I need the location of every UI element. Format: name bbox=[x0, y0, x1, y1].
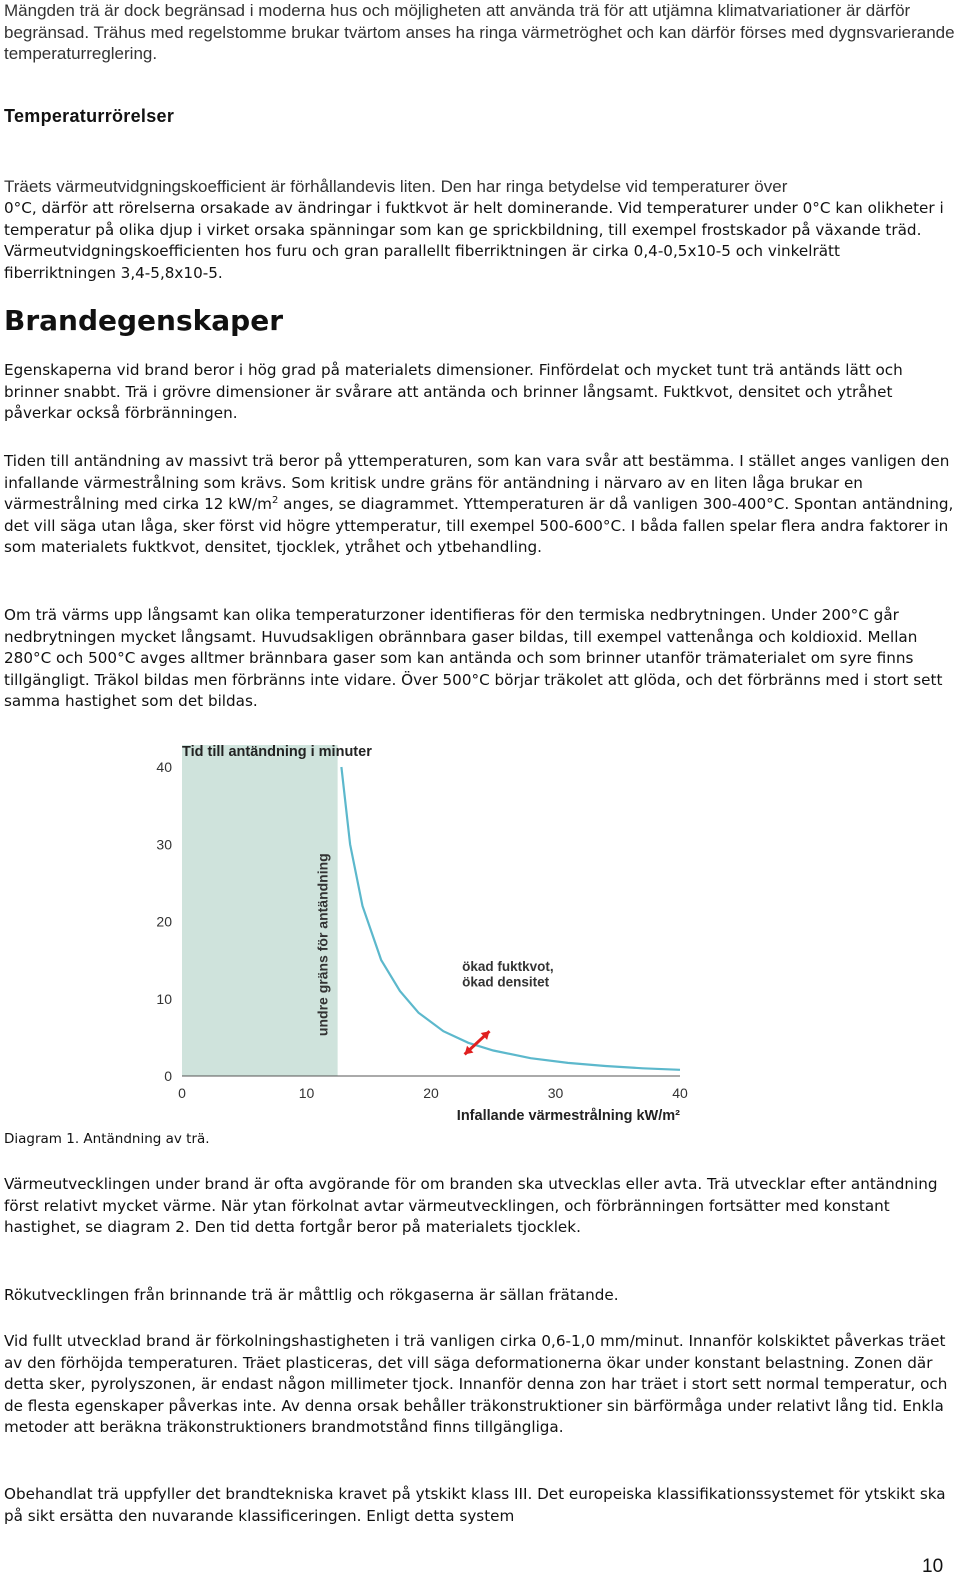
temperature-paragraph-line1 bbox=[4, 176, 956, 198]
temperature-paragraph: 0°C, därför att rörelserna orsakade av ändringar i fuktkvot är helt dominerande. Vid temperaturer under 0°C kan olikheter i temperatur på olika djup i virket orsaka spänningar som kan ge sprickbildning, till exempel frostskador på växande träd. Värmeutvidgningskoefficienten hos furu och gran parallellt fiberriktningen är cirka 0,4-0,5x10-5 och vinkelrätt fiberriktningen 3,4-5,8x10-5. bbox=[4, 199, 944, 282]
x-axis-ticks bbox=[178, 1085, 688, 1101]
y-tick-label: 20 bbox=[156, 913, 172, 930]
chart-title: Tid till antändning i minuter bbox=[182, 744, 372, 760]
figure-caption: Diagram 1. Antändning av trä. bbox=[4, 1131, 210, 1147]
temperature-lead-text: Träets värmeutvidgningskoefficient är förhållandevis liten. bbox=[4, 177, 436, 196]
fire-paragraph-4: Värmeutvecklingen under brand är ofta avgörande för om branden ska utvecklas eller avta. Trä utvecklar efter antändning först relativt mycket värme. När ytan förkolnat avtar värmeutvecklingen, och förbränningen fortsätter med konstant hastighet, se diagram 2. Den tid detta fortgår beror på materialets tjocklek. bbox=[4, 1175, 938, 1237]
x-tick-label: 10 bbox=[298, 1085, 315, 1101]
fire-paragraph-2-part-a: Tiden till antändning av massivt trä beror på yttemperaturen, som kan vara svår att bestämma. I stället anges vanligen den infallande värmestrålning som krävs. Som kritisk undre gräns för antändning i närvaro av en liten låga brukar en värmestrålning med cirka 12 kW/m bbox=[4, 452, 950, 514]
y-tick-label: 30 bbox=[156, 836, 172, 853]
superscript: 2 bbox=[271, 495, 279, 507]
x-tick-label: 40 bbox=[672, 1085, 688, 1101]
ignition-curve bbox=[341, 767, 680, 1070]
fire-paragraph-3: Om trä värms upp långsamt kan olika temperaturzoner identifieras för den termiska nedbrytningen. Under 200°C går nedbrytningen mycket långsamt. Huvudsakligen obrännbara gaser bildas, till exempel vattenånga och koldioxid. Mellan 280°C och 500°C avges alltmer brännbara gaser som kan antända och som brinner utanför trämaterialet om syre finns tillgängligt. Träkol bildas men förbränns inte vidare. Över 500°C börjar träkolet att glöda, och det förbränns med i stort sett samma hastighet som det bildas. bbox=[4, 606, 943, 711]
y-tick-label: 40 bbox=[156, 759, 172, 775]
fire-paragraph-1: Egenskaperna vid brand beror i hög grad på materialets dimensioner. Finfördelat och mycket tunt trä antänds lätt och brinner snabbt. Trä i grövre dimensioner är svårare att antända och brinner långsamt. Fuktkvot, densitet och ytråhet påverkar också förbränningen. bbox=[4, 361, 903, 423]
y-tick-label: 10 bbox=[156, 990, 172, 1007]
annotation-line-1: ökad fuktkvot, bbox=[462, 958, 554, 974]
fire-paragraph-5: Rökutvecklingen från brinnande trä är måttlig och rökgaserna är sällan frätande. bbox=[4, 1286, 619, 1304]
fire-paragraph-6: Vid fullt utvecklad brand är förkolningshastigheten i trä vanligen cirka 0,6-1,0 mm/minut. Innanför kolskiktet påverkas träet av den förhöjda temperaturen. Träet plasticeras, det vill säga deformationerna ökar under konstant belastning. Zonen där detta sker, pyrolyszonen, är endast någon millimeter tjock. Innanför denna zon har träet i stort sett normal temperatur, och de flesta egenskaper påverkas inte. Av denna orsak behåller träkonstruktioner sin bärförmåga under relativt lång tid. Enkla metoder att beräkna träkonstruktioners brandmotstånd finns tillgängliga. bbox=[4, 1332, 948, 1437]
annotation-line-2: ökad densitet bbox=[462, 974, 550, 990]
temperature-text-continuation: Den har ringa betydelse vid temperaturer över bbox=[435, 177, 788, 196]
x-tick-label: 30 bbox=[547, 1085, 564, 1101]
fire-paragraph-2 bbox=[4, 451, 956, 559]
x-tick-label: 0 bbox=[178, 1085, 186, 1101]
x-axis-label: Infallande värmestrålning kW/m² bbox=[456, 1108, 680, 1124]
y-tick-label: 0 bbox=[164, 1068, 172, 1084]
fire-paragraph-7: Obehandlat trä uppfyller det brandtekniska kravet på ytskikt klass III. Det europeiska klassifikationssystemet för ytskikt ska på sikt ersätta den nuvarande klassificeringen. Enligt detta system bbox=[4, 1485, 946, 1525]
page-number: 10 bbox=[922, 1556, 944, 1577]
section-heading-brandegenskaper: Brandegenskaper bbox=[4, 304, 284, 337]
region-label: undre gräns för antändning bbox=[314, 853, 331, 1037]
section-heading-temperaturrorelser: Temperaturrörelser bbox=[4, 106, 175, 126]
fire-paragraph-2-part-b: anges, se diagrammet. Yttemperaturen är då vanligen 300-400°C. Spontan antändning, det vill säga utan låga, sker först vid högre yttemperatur, till exempel 500-600°C. I båda fallen spelar flera andra faktorer in som materialets fuktkvot, densitet, tjocklek, ytråhet och ytbehandling. bbox=[4, 495, 954, 557]
ignition-chart bbox=[150, 730, 710, 1125]
intro-paragraph: Mängden trä är dock begränsad i moderna hus och möjligheten att använda trä för att utjämna klimatvariationer är därför begränsad. Trähus med regelstomme brukar tvärtom anses ha ringa värmetröghet och kan därför förses med dygnsvarierande temperaturreglering. bbox=[4, 1, 955, 64]
y-axis-ticks bbox=[156, 759, 172, 1084]
x-tick-label: 20 bbox=[423, 1085, 439, 1101]
